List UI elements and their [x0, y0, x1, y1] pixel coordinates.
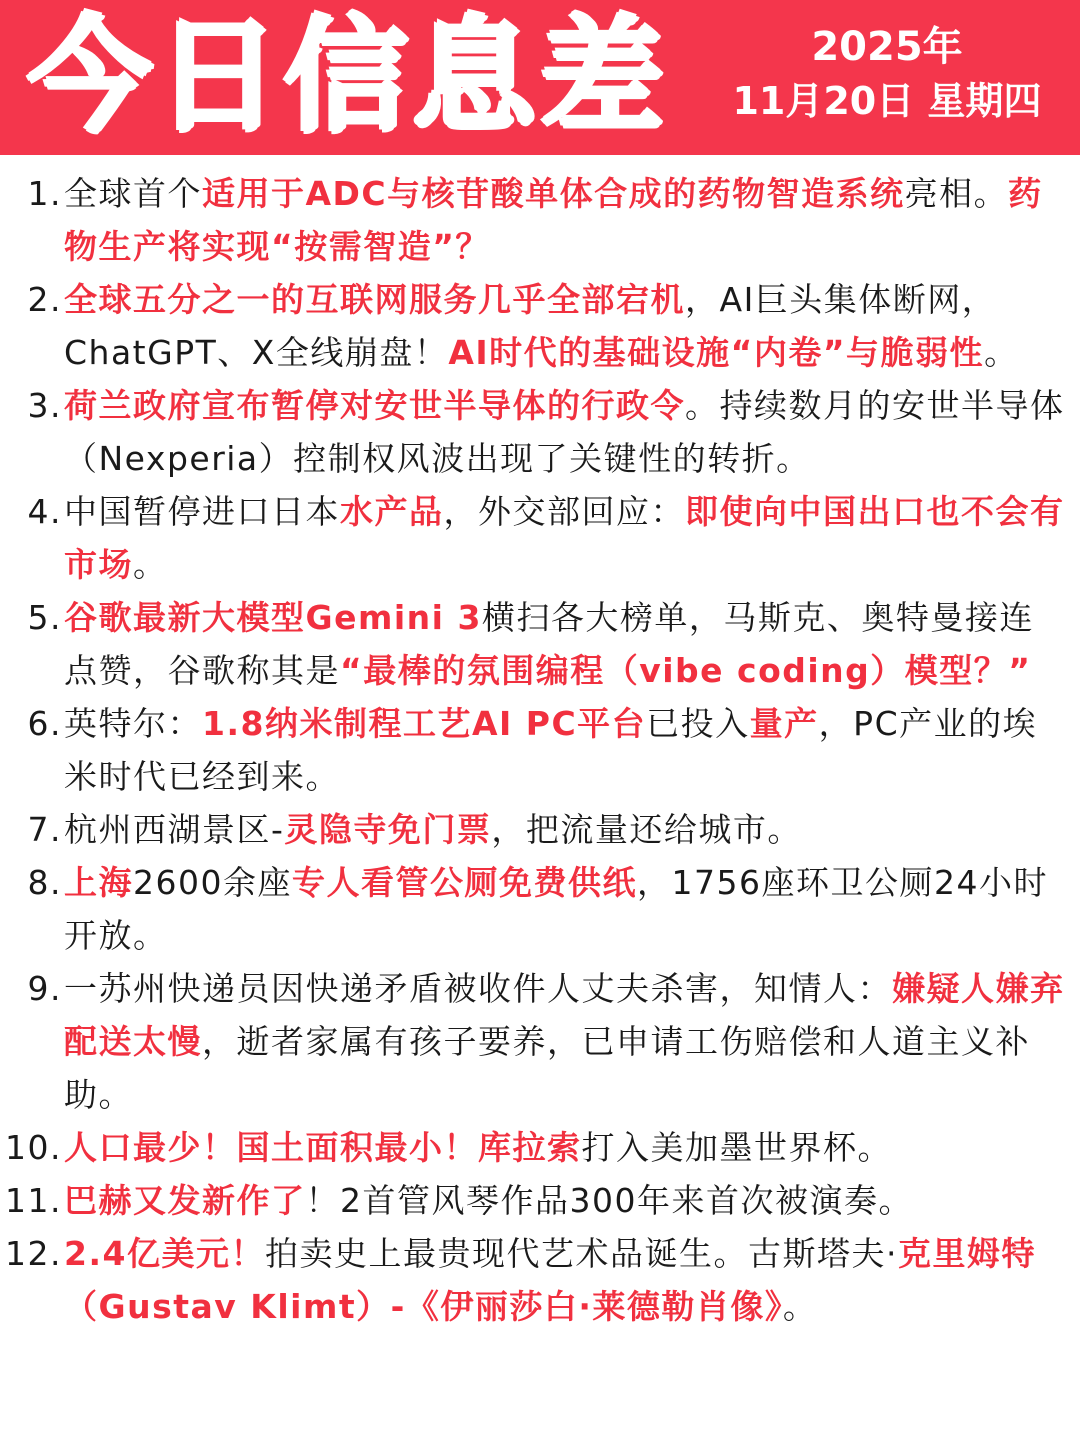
- news-highlight-text: 巴赫又发新作了: [64, 1181, 306, 1220]
- news-item-number: 5.: [27, 598, 62, 637]
- news-text: 。: [984, 333, 1019, 372]
- news-highlight-text: 专人看管公厕免费供纸: [291, 863, 637, 902]
- news-item-number: 10.: [5, 1128, 62, 1167]
- news-item-number: 1.: [27, 174, 62, 213]
- news-item-number: 3.: [27, 386, 62, 425]
- news-highlight-text: 克里姆特（Gustav Klimt）-《伊丽莎白·莱德勒肖像》: [64, 1234, 1036, 1326]
- news-highlight-text: 荷兰政府宣布暂停对安世半导体的行政令: [64, 386, 685, 425]
- news-highlight-text: “最棒的氛围编程（vibe coding）模型？”: [340, 651, 1032, 690]
- news-highlight-text: 药物生产将实现“按需智造”？: [64, 174, 1043, 266]
- header-banner: [0, 0, 1080, 155]
- news-text: ，外交部回应：: [443, 492, 685, 531]
- news-text: 英特尔：: [64, 704, 202, 743]
- news-highlight-text: 上海: [64, 863, 133, 902]
- news-item: [0, 1227, 1080, 1333]
- date-block: [712, 22, 1062, 130]
- news-item-number: 6.: [27, 704, 62, 743]
- news-item: [0, 379, 1080, 485]
- news-item-number: 2.: [27, 280, 62, 319]
- news-item: [0, 167, 1080, 273]
- date-day: 11月20日: [732, 79, 915, 123]
- news-text: 打入美加墨世界杯。: [581, 1128, 892, 1167]
- news-highlight-text: 量产: [749, 704, 819, 743]
- news-text: 全球首个: [64, 174, 202, 213]
- news-item: [0, 1121, 1080, 1174]
- news-text: 亮相。: [904, 174, 1009, 213]
- news-item: [0, 1174, 1080, 1227]
- news-text: ，把流量还给城市。: [491, 810, 802, 849]
- news-highlight-text: 适用于ADC与核苷酸单体合成的药物智造系统: [202, 174, 905, 213]
- news-text: ，逝者家属有孩子要养，已申请工伤赔偿和人道主义补助。: [64, 1022, 1030, 1114]
- date-weekday: 星期四: [927, 79, 1042, 123]
- news-item: [0, 273, 1080, 379]
- date-year: 2025年: [811, 24, 963, 70]
- news-text: 2600余座: [133, 863, 292, 902]
- news-text: 已投入: [646, 704, 750, 743]
- news-text: 。: [133, 545, 168, 584]
- news-highlight-text: 水产品: [340, 492, 444, 531]
- news-item-number: 7.: [27, 810, 62, 849]
- news-text: ！2首管风琴作品300年来首次被演奏。: [305, 1181, 913, 1220]
- news-highlight-text: 1.8纳米制程工艺AI PC平台: [202, 704, 647, 743]
- news-highlight-text: AI时代的基础设施“内卷”与脆弱性: [448, 333, 985, 372]
- news-highlight-text: 谷歌最新大模型Gemini 3: [64, 598, 482, 637]
- news-item: [0, 856, 1080, 962]
- news-item-number: 8.: [27, 863, 62, 902]
- page-title: 今日信息差: [28, 5, 669, 149]
- news-text: 杭州西湖景区-: [64, 810, 285, 849]
- news-highlight-text: 嫌疑人嫌弃配送太慢: [64, 969, 1065, 1061]
- news-item-number: 12.: [5, 1234, 62, 1273]
- news-highlight-text: 库拉索: [478, 1128, 582, 1167]
- news-highlight-text: 即使向中国出口也不会有市场: [64, 492, 1065, 584]
- news-text: ，1756座环卫公厕24小时开放。: [64, 863, 1048, 955]
- news-text: 横扫各大榜单，马斯克、奥特曼接连点赞，谷歌称其是: [64, 598, 1034, 690]
- news-text: 。持续数月的安世半导体（Nexperia）控制权风波出现了关键性的转折。: [64, 386, 1065, 478]
- news-list: [0, 155, 1080, 1333]
- news-text: 。: [782, 1287, 818, 1326]
- news-item: [0, 697, 1080, 803]
- news-highlight-text: 灵隐寺免门票: [284, 810, 492, 849]
- news-highlight-text: 全球五分之一的互联网服务几乎全部宕机: [64, 280, 685, 319]
- news-item: [0, 962, 1080, 1121]
- news-highlight-text: 人口最少！国土面积最小！: [64, 1128, 478, 1167]
- news-highlight-text: 2.4亿美元！: [64, 1234, 265, 1273]
- news-text: ，AI巨头集体断网，ChatGPT、X全线崩盘！: [64, 280, 997, 372]
- news-item: [0, 485, 1080, 591]
- news-item-number: 9.: [27, 969, 62, 1008]
- news-text: 拍卖史上最贵现代艺术品诞生。古斯塔夫·: [264, 1234, 898, 1273]
- news-item: [0, 803, 1080, 856]
- news-text: 一苏州快递员因快递矛盾被收件人丈夫杀害，知情人：: [64, 969, 892, 1008]
- date-line: [712, 72, 1062, 130]
- news-text: ，PC产业的埃米时代已经到来。: [64, 704, 1038, 796]
- news-item: [0, 591, 1080, 697]
- news-item-number: 4.: [27, 492, 62, 531]
- news-item-number: 11.: [5, 1181, 62, 1220]
- news-text: 中国暂停进口日本: [64, 492, 340, 531]
